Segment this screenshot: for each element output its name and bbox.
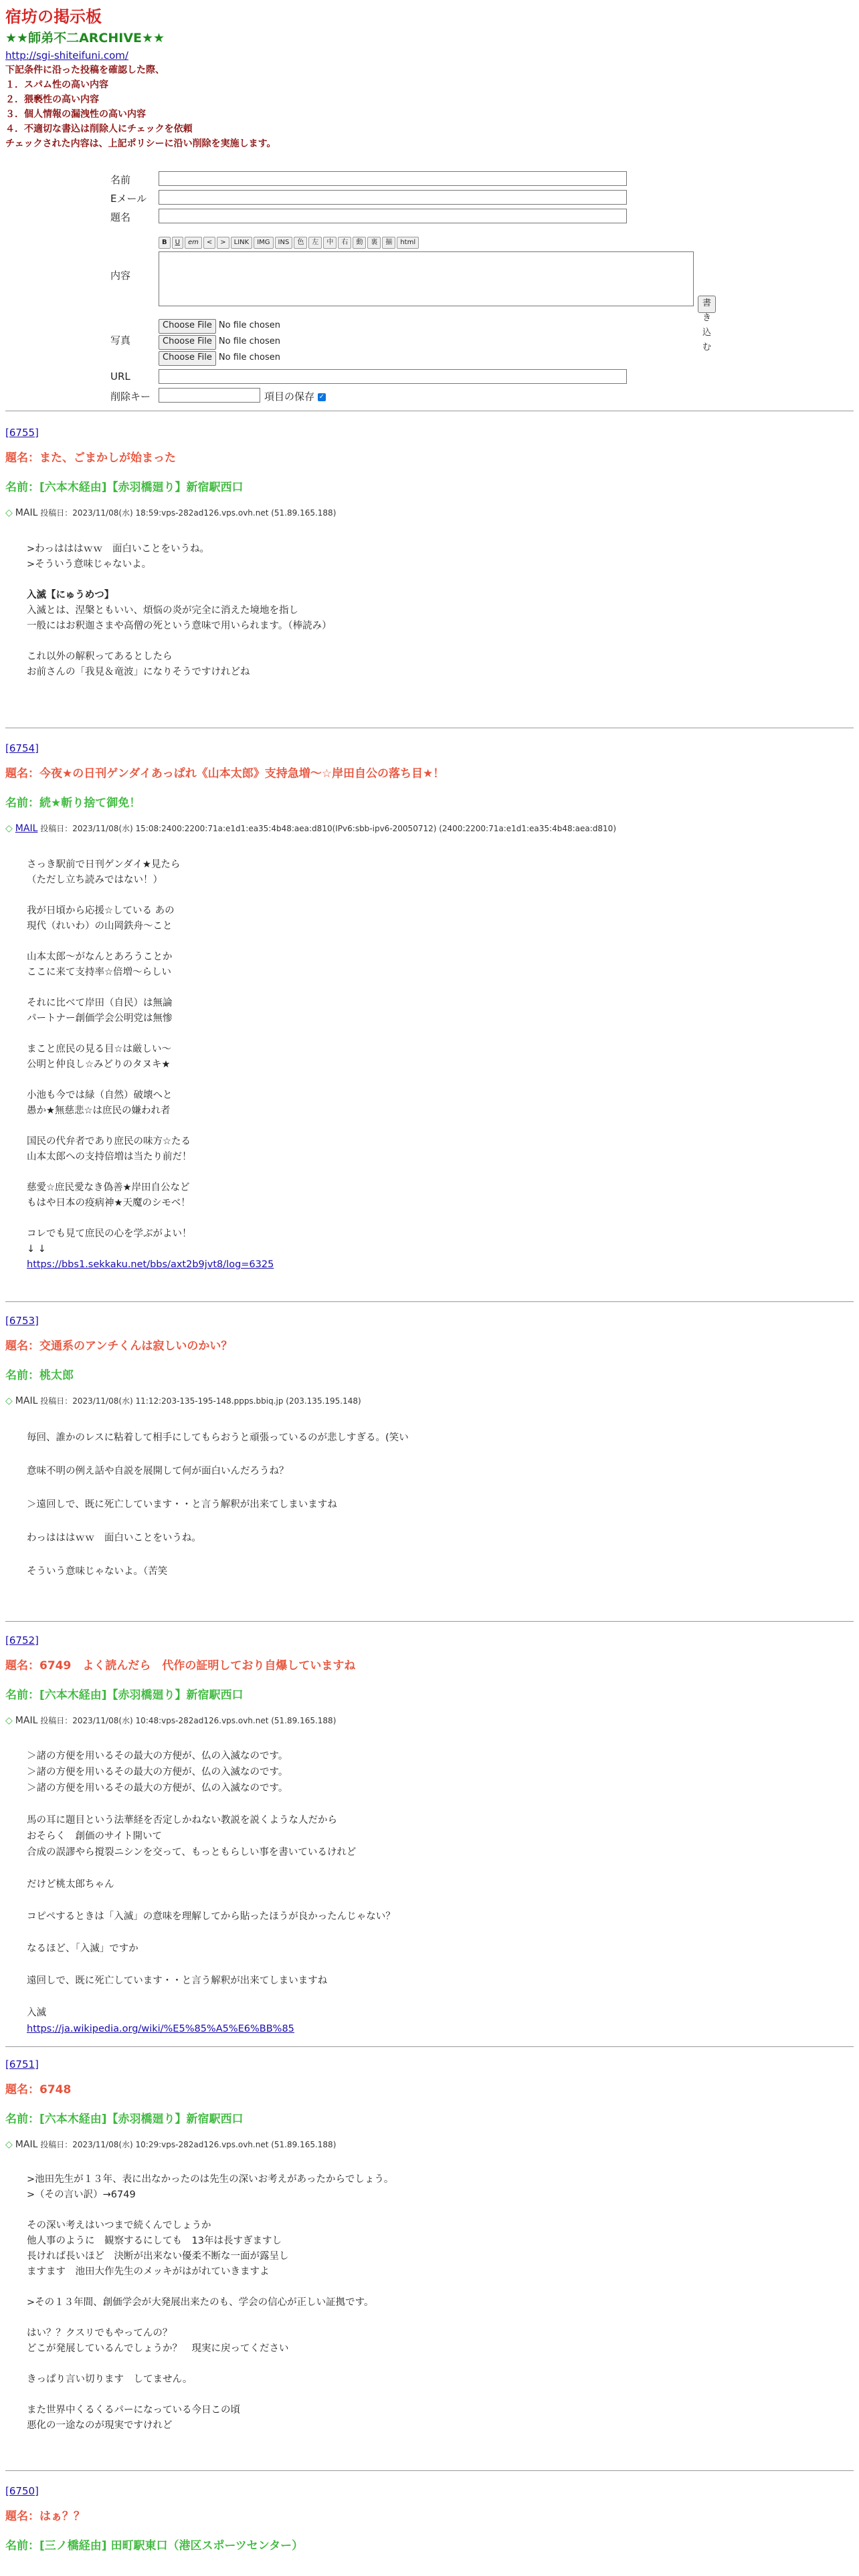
toolbar-color-button[interactable]: 色 xyxy=(294,237,307,249)
body-line: 現代（れいわ）の山岡鉄舟〜こと xyxy=(27,921,173,932)
url-label: URL xyxy=(110,370,130,383)
body-line: コピペするときは「入滅」の意味を理解してから貼ったほうが良かったんじゃない？ xyxy=(27,1911,395,1922)
toolbar-center-button[interactable]: 中 xyxy=(323,237,337,249)
post-subject: 題名：また、ごまかしが始まった xyxy=(5,451,176,465)
body-line: 山本太郎〜がなんとあろうことか xyxy=(27,952,173,962)
toolbar-move-button[interactable]: 動 xyxy=(353,237,366,249)
post-id-link[interactable]: [6751] xyxy=(5,2058,39,2070)
name-label: 名前 xyxy=(110,174,131,186)
body-line: だけど桃太郎ちゃん xyxy=(27,1879,114,1890)
body-line: 悪化の一途なのが現実ですけれど xyxy=(27,2420,173,2431)
body-line: >その１３年間、創価学会が大発展出来たのも、学会の信心が正しい証拠です。 xyxy=(27,2297,374,2308)
post-meta: 投稿日：2023/11/08(水) 10:48:vps-282ad126.vps.ovh.net (51.89.165.188) xyxy=(40,1716,337,1725)
body-line: 意味不明の例え話や自説を展開して何が面白いんだろうね？ xyxy=(27,1466,289,1477)
format-toolbar xyxy=(159,237,419,249)
post-body xyxy=(27,1430,409,1580)
body-line: >そういう意味じゃないよ。 xyxy=(27,559,152,570)
body-line: 合成の誤謬やら撹裂ニシンを交って、もっともらしい事を書いているけれど xyxy=(27,1847,357,1858)
posting-policy xyxy=(5,63,854,151)
body-line: 馬の耳に題目という法華経を否定しかねない教説を説くような人だから xyxy=(27,1815,337,1826)
post-subject: 題名：はぁ？？ xyxy=(5,2510,85,2523)
toolbar-left-button[interactable]: 左 xyxy=(308,237,322,249)
save-fields-label: 項目の保存 xyxy=(264,391,315,403)
post-author: 名前：桃太郎 xyxy=(5,1369,74,1382)
post-body xyxy=(27,857,274,1273)
url-input[interactable] xyxy=(159,369,627,384)
toolbar-link-button[interactable]: LINK xyxy=(231,237,253,249)
delete-key-label: 削除キー xyxy=(110,391,151,403)
post-subject: 題名：今夜★の日刊ゲンダイあっぱれ《山本太郎》支持急増〜☆岸田自公の落ち目★！ xyxy=(5,767,445,780)
body-line: もはや日本の疫病神★天魔のシモベ！ xyxy=(27,1198,191,1208)
body-link[interactable]: https://bbs1.sekkaku.net/bbs/axt2b9jvt8/log=6325 xyxy=(27,1259,274,1270)
email-label: Eメール xyxy=(110,193,147,205)
body-link[interactable]: https://ja.wikipedia.org/wiki/%E5%85%A5%E6%BB%85 xyxy=(27,2024,294,2034)
body-line: これ以外の解釈ってあるとしたら xyxy=(27,651,173,662)
post-subject: 題名：交通系のアンチくんは寂しいのかい？ xyxy=(5,1339,233,1353)
body-line: なるほど、「入滅」ですか xyxy=(27,1943,138,1954)
body-line: 山本太郎への支持倍増は当たり前だ！ xyxy=(27,1152,192,1162)
header xyxy=(5,5,854,151)
file-status: No file chosen xyxy=(218,352,280,362)
post xyxy=(5,425,854,519)
body-line: 我が日頃から応援☆している あの xyxy=(27,905,175,916)
post-body xyxy=(27,542,332,680)
body-line: きっぱり言い切ります してません。 xyxy=(27,2374,193,2385)
body-line: （ただし立ち読みではない！） xyxy=(27,875,163,885)
body-line: そういう意味じゃないよ。（苦笑 xyxy=(27,1566,168,1577)
body-line: ここに来て支持率☆倍増〜らしい xyxy=(27,967,171,978)
body-line: ＞諸の方便を用いるその最大の方便が、仏の入滅なのです。 xyxy=(27,1783,288,1794)
body-line: 一般にはお釈迦さまや高僧の死という意味で用いられます。（棒読み） xyxy=(27,621,332,631)
divider xyxy=(5,1621,854,1622)
body-line: コレでも見て庶民の心を学ぶがよい！ xyxy=(27,1228,192,1239)
post xyxy=(5,2484,854,2555)
site-url-link[interactable]: http://sgi-shiteifuni.com/ xyxy=(5,49,128,62)
content-label: 内容 xyxy=(110,270,131,282)
post xyxy=(5,1313,854,1407)
toolbar-bold-button[interactable]: B xyxy=(159,237,171,249)
policy-line: 下記条件に沿った投稿を確認した際、 xyxy=(5,65,165,76)
body-line: ＞遠回しで、既に死亡しています・・と言う解釈が出来てしまいますね xyxy=(27,1499,337,1510)
post-author: 名前：続★斬り捨て御免！ xyxy=(5,796,141,810)
body-line: 公明と仲良し☆みどりのタヌキ★ xyxy=(27,1059,171,1070)
mail-link[interactable]: MAIL xyxy=(15,823,38,834)
body-line: それに比べて岸田（自民）は無論 xyxy=(27,998,173,1008)
diamond-icon: ◇ xyxy=(5,2139,13,2150)
post xyxy=(5,1633,854,1727)
post-subject: 題名：6749 よく読んだら 代作の証明しており自爆していますね xyxy=(5,1659,356,1673)
divider xyxy=(5,2046,854,2047)
body-line: 入滅【にゅうめつ】 xyxy=(27,590,114,601)
post-author: 名前：[六本木経由]【赤羽橋廻り】新宿駅西口 xyxy=(5,481,244,494)
file-status: No file chosen xyxy=(218,336,280,346)
policy-line: １．スパム性の高い内容 xyxy=(5,80,108,90)
policy-line: ３．個人情報の漏洩性の高い内容 xyxy=(5,109,146,120)
body-line: ＞諸の方便を用いるその最大の方便が、仏の入滅なのです。 xyxy=(27,1767,288,1778)
body-line: 入滅とは、涅槃ともいい、煩悩の炎が完全に消えた境地を指し xyxy=(27,605,298,616)
post-id-link[interactable]: [6752] xyxy=(5,1634,39,1646)
archive-title: ★★師弟不二ARCHIVE★★ xyxy=(5,31,165,45)
body-line: お前さんの「我見＆竜波」になりそうですけれどね xyxy=(27,667,250,677)
post-subject: 題名：6748 xyxy=(5,2083,72,2097)
toolbar-ins-button[interactable]: INS xyxy=(275,237,293,249)
body-line: 国民の代弁者であり庶民の味方☆たる xyxy=(27,1136,191,1147)
arrow-line: ↓ ↓ xyxy=(27,1244,46,1255)
post-id-link[interactable]: [6755] xyxy=(5,427,39,439)
toolbar-img-button[interactable]: IMG xyxy=(254,237,273,249)
post-meta: 投稿日：2023/11/08(水) 15:08:2400:2200:71a:e1d1:ea35:4b48:aea:d810(IPv6:sbb-ipv6-20050712) (2400:2200:71a:e1d1:ea35:4b48:aea:d810) xyxy=(40,824,616,833)
body-line: ＞諸の方便を用いるその最大の方便が、仏の入滅なのです。 xyxy=(27,1751,288,1761)
post-author: 名前：[三ノ橋経由] 田町駅東口（港区スポーツセンター） xyxy=(5,2539,304,2553)
file-choose-button[interactable]: Choose File xyxy=(159,335,216,350)
post xyxy=(5,2057,854,2151)
diamond-icon: ◇ xyxy=(5,1396,13,1406)
body-line: どこが発展しているんでしょうか？ 現実に戻ってください xyxy=(27,2343,289,2354)
file-choose-button[interactable]: Choose File xyxy=(159,319,216,334)
post xyxy=(5,741,854,835)
body-line: 他人事のように 観察するにしても 13年は長すぎますし xyxy=(27,2236,282,2246)
policy-line: ２．猥褻性の高い内容 xyxy=(5,94,99,105)
body-line: 入滅 xyxy=(27,2008,46,2018)
toolbar-hide-button[interactable]: 裏 xyxy=(367,237,381,249)
toolbar-right-button[interactable]: 右 xyxy=(338,237,351,249)
body-line: わっはははｗｗ 面白いことをいうね。 xyxy=(27,1533,201,1543)
file-status: No file chosen xyxy=(218,320,280,330)
post-meta: 投稿日：2023/11/08(水) 11:12:203-135-195-148.ppps.bbiq.jp (203.135.195.148) xyxy=(40,1396,361,1406)
policy-line: ４．不適切な書込は削除人にチェックを依頼 xyxy=(5,124,193,134)
body-line: 慈愛☆庶民愛なき偽善★岸田自公など xyxy=(27,1182,190,1193)
post-author: 名前：[六本木経由]【赤羽橋廻り】新宿駅西口 xyxy=(5,1689,244,1702)
toolbar-em-button[interactable]: em xyxy=(185,237,202,249)
divider xyxy=(5,1301,854,1302)
submit-button[interactable]: 書き込む xyxy=(698,296,716,313)
body-line: 小池も今では緑（自然）破壊へと xyxy=(27,1090,173,1101)
body-line: ますます 池田大作先生のメッキがはがれていきますよ xyxy=(27,2266,270,2277)
policy-line: チェックされた内容は、上記ポリシーに沿い削除を実施します。 xyxy=(5,138,276,149)
name-input[interactable] xyxy=(159,171,627,186)
body-line: 遠回しで、既に死亡しています・・と言う解釈が出来てしまいますね xyxy=(27,1975,328,1986)
file-choose-button[interactable]: Choose File xyxy=(159,351,216,366)
post-body xyxy=(27,2172,393,2434)
divider xyxy=(5,2470,854,2471)
toolbar-underline-button[interactable]: U xyxy=(172,237,183,249)
toolbar-html-button[interactable]: html xyxy=(397,237,419,249)
body-line: はい？？クスリでもやってんの？ xyxy=(27,2328,173,2339)
toolbar-align-button[interactable]: 揃 xyxy=(382,237,395,249)
mail-label: MAIL xyxy=(15,1715,38,1726)
body-line: >（その言い訳）→6749 xyxy=(27,2189,136,2200)
toolbar-gt-button[interactable]: > xyxy=(217,237,229,249)
subject-input[interactable] xyxy=(159,209,627,223)
body-line: >池田先生が１３年、表に出なかったのは先生の深いお考えがあったからでしょう。 xyxy=(27,2174,394,2185)
post-meta: 投稿日：2023/11/08(水) 18:59:vps-282ad126.vps.ovh.net (51.89.165.188) xyxy=(40,508,337,518)
photo-label: 写真 xyxy=(110,334,131,346)
content-textarea[interactable] xyxy=(159,251,694,306)
post-id-link[interactable]: [6754] xyxy=(5,742,39,754)
body-line: 毎回、誰かのレスに粘着して相手にしてもらおうと頑張っているのが悲しすぎる。(笑い xyxy=(27,1432,409,1443)
post-meta: 投稿日：2023/11/08(水) 10:29:vps-282ad126.vps.ovh.net (51.89.165.188) xyxy=(40,2140,337,2149)
body-line: 長ければ長いほど 決断が出来ない優柔不断な一面が露呈し xyxy=(27,2251,289,2262)
save-fields-checkbox[interactable]: ✓ xyxy=(318,393,324,401)
post-id-link[interactable]: [6750] xyxy=(5,2485,39,2497)
email-input[interactable] xyxy=(159,190,627,205)
body-line: おそらく 創価のサイト開いて xyxy=(27,1831,162,1842)
mail-label: MAIL xyxy=(15,1396,38,1406)
subject-label: 題名 xyxy=(110,211,131,223)
post-author: 名前：[六本木経由]【赤羽橋廻り】新宿駅西口 xyxy=(5,2113,244,2126)
diamond-icon: ◇ xyxy=(5,823,13,834)
body-line: まこと庶民の見る目☆は厳しい〜 xyxy=(27,1044,171,1055)
diamond-icon: ◇ xyxy=(5,1715,13,1726)
mail-label: MAIL xyxy=(15,508,38,518)
body-line: さっき駅前で日刊ゲンダイ★見たら xyxy=(27,859,181,870)
site-title: 宿坊の掲示板 xyxy=(5,7,102,26)
delete-key-input[interactable] xyxy=(159,388,260,403)
toolbar-lt-button[interactable]: < xyxy=(203,237,215,249)
post-id-link[interactable]: [6753] xyxy=(5,1315,39,1327)
body-line: 愚か★無慈悲☆は庶民の嫌われ者 xyxy=(27,1105,171,1116)
body-line: パートナー創価学会公明党は無惨 xyxy=(27,1013,173,1024)
body-line: その深い考えはいつまで続くんでしょうか xyxy=(27,2220,211,2231)
post-body xyxy=(27,1748,395,2037)
body-line: >わっはははｗｗ 面白いことをいうね。 xyxy=(27,544,210,554)
mail-label: MAIL xyxy=(15,2139,38,2150)
body-line: また世界中くるくるパーになっている今日この頃 xyxy=(27,2405,240,2416)
diamond-icon: ◇ xyxy=(5,508,13,518)
